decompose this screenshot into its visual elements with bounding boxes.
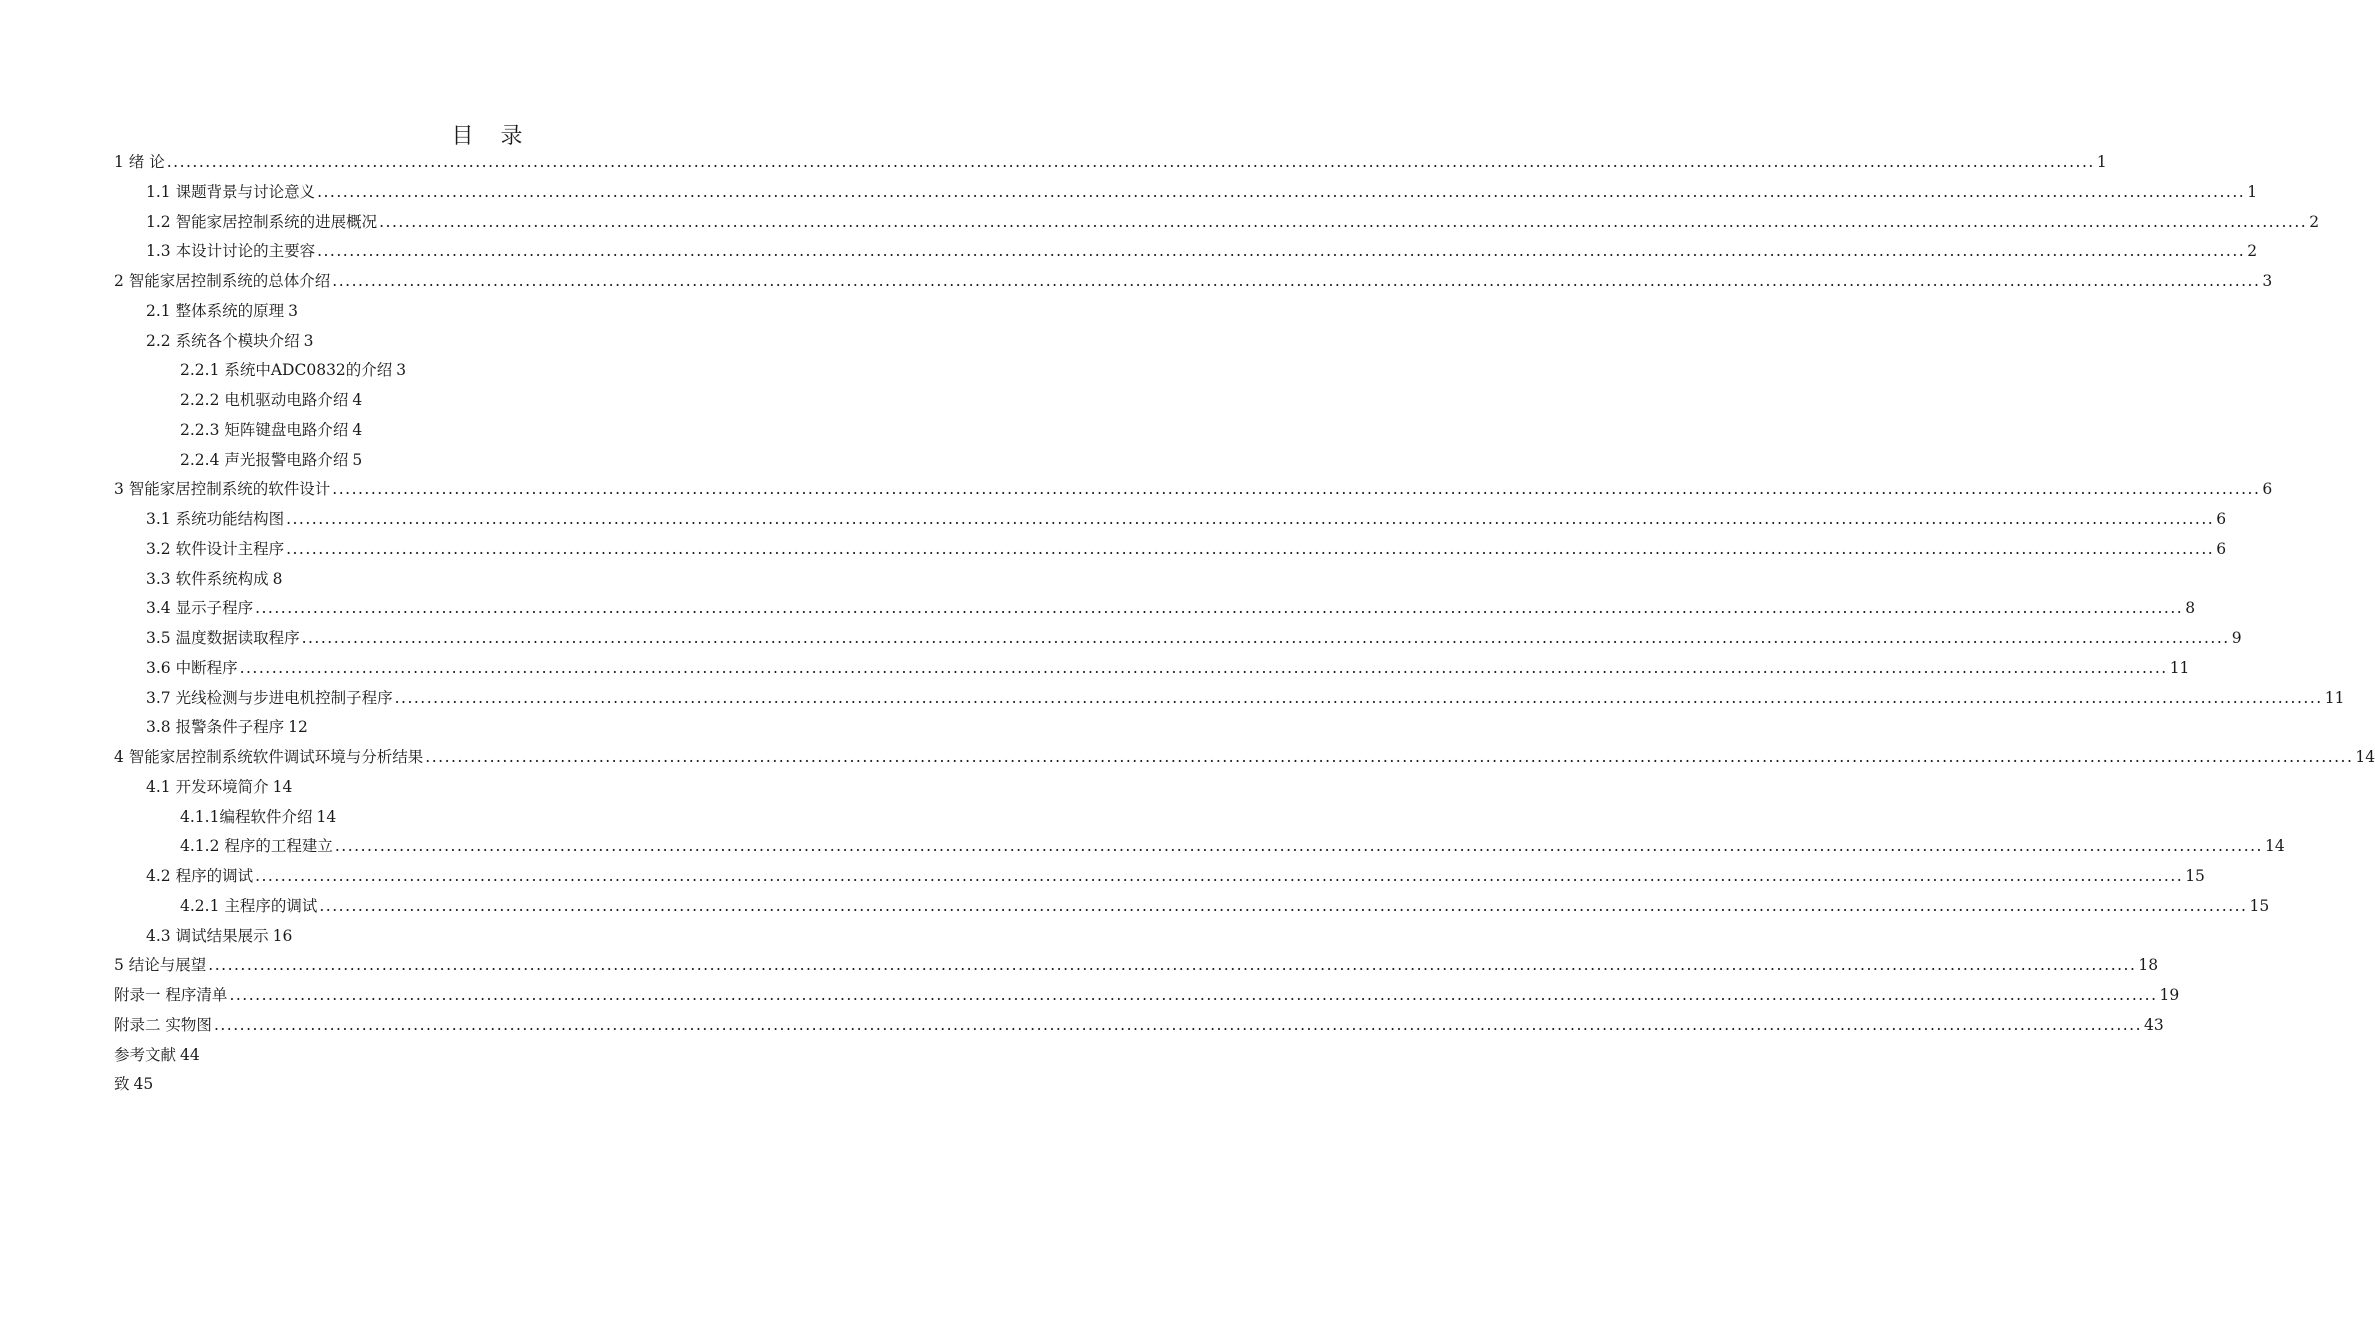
toc-entry-label: 2.2.3 矩阵键盘电路介绍: [180, 420, 349, 439]
toc-leader-dots: ............................................................................................................................................................................................................................................................................................................: [229, 986, 2158, 1004]
toc-entry-label: 3.8 报警条件子程序: [146, 718, 285, 737]
toc-entry-page: 14: [2264, 837, 2285, 856]
toc-entry[interactable]: [114, 743, 2375, 773]
toc-entry-page: 14: [2355, 748, 2375, 766]
toc-entry-label: 4 智能家居控制系统软件调试环境与分析结果: [114, 748, 424, 766]
toc-entry[interactable]: [114, 1070, 862, 1100]
toc-entry[interactable]: [114, 922, 862, 952]
toc-entry[interactable]: [114, 654, 2190, 684]
toc-entry-label: 1.1 课题背景与讨论意义: [146, 182, 316, 201]
toc-entry-page: 18: [2138, 956, 2159, 975]
toc-entry-label: 2.2.2 电机驱动电路介绍: [180, 391, 349, 409]
toc-entry[interactable]: [114, 624, 2242, 654]
toc-entry-page: 5: [352, 450, 363, 469]
toc-entry-label: 5 结论与展望: [114, 956, 207, 975]
toc-entry-label: 3.1 系统功能结构图: [146, 510, 285, 528]
toc-leader-dots: ............................................................................................................................................................................................................................................................................................................: [286, 539, 2215, 558]
toc-entry-label: 3.3 软件系统构成: [146, 569, 269, 588]
toc-entry[interactable]: [114, 416, 862, 446]
toc-entry-page: 15: [2249, 896, 2270, 915]
toc-entry-label: 3.4 显示子程序: [146, 599, 254, 618]
toc-entry-label: 4.1 开发环境简介: [146, 777, 269, 796]
toc-leader-dots: ............................................................................................................................................................................................................................................................................................................: [425, 748, 2354, 766]
toc-entry-page: 2: [2247, 242, 2258, 261]
toc-entry-label: 4.2 程序的调试: [146, 867, 254, 885]
toc-entry-label: 附录二 实物图: [114, 1015, 212, 1034]
toc-entry-page: 9: [2231, 629, 2242, 647]
toc-entry-label: 3.7 光线检测与步进电机控制子程序: [146, 688, 393, 707]
toc-leader-dots: ............................................................................................................................................................................................................................................................................................................: [319, 896, 2248, 915]
toc-entry-page: 11: [2324, 688, 2345, 707]
toc-entry-page: 19: [2159, 986, 2180, 1004]
toc-entry[interactable]: [114, 327, 862, 357]
toc-entry-page: 12: [288, 718, 308, 737]
toc-entry-page: 43: [2144, 1015, 2164, 1034]
toc-entry-label: 4.1.2 程序的工程建立: [180, 837, 333, 856]
toc-leader-dots: ............................................................................................................................................................................................................................................................................................................: [317, 182, 2246, 201]
toc-entry[interactable]: [114, 505, 2227, 535]
toc-leader-dots: ............................................................................................................................................................................................................................................................................................................: [208, 956, 2137, 975]
toc-entry[interactable]: [114, 713, 862, 743]
toc-entry-page: 1: [2096, 153, 2107, 171]
toc-leader-dots: ............................................................................................................................................................................................................................................................................................................: [255, 867, 2184, 885]
toc-entry-page: 14: [316, 807, 337, 826]
toc-leader-dots: ............................................................................................................................................................................................................................................................................................................: [332, 480, 2261, 499]
toc-title: 目 录: [451, 124, 533, 149]
toc-entry-label: 参考文献: [114, 1045, 177, 1064]
toc-entry[interactable]: [114, 475, 2273, 505]
toc-entry[interactable]: [114, 862, 2205, 892]
toc-leader-dots: ............................................................................................................................................................................................................................................................................................................: [255, 599, 2184, 618]
toc-entry-page: 6: [2216, 510, 2227, 528]
toc-entry[interactable]: [114, 773, 862, 803]
toc-entry-page: 3: [303, 331, 314, 350]
toc-entry-page: 2: [2309, 212, 2320, 231]
toc-entry[interactable]: [114, 892, 2270, 922]
toc-entry[interactable]: [114, 267, 2273, 297]
toc-leader-dots: ............................................................................................................................................................................................................................................................................................................: [317, 242, 2246, 261]
toc-entry[interactable]: [114, 356, 862, 386]
toc-leader-dots: ............................................................................................................................................................................................................................................................................................................: [286, 510, 2215, 528]
toc-entry[interactable]: [114, 446, 862, 476]
toc-entry-page: 6: [2262, 480, 2273, 499]
toc-entry-page: 3: [2262, 272, 2273, 290]
toc-leader-dots: ............................................................................................................................................................................................................................................................................................................: [334, 837, 2263, 856]
toc-entry-label: 3.6 中断程序: [146, 658, 238, 677]
toc-entry-label: 2.2 系统各个模块介绍: [146, 331, 300, 350]
toc-entry[interactable]: [114, 1041, 862, 1071]
toc-entry-label: 致: [114, 1075, 130, 1094]
toc-entry[interactable]: [114, 535, 2227, 565]
toc-entry-label: 2.2.1 系统中ADC0832的介绍: [180, 361, 393, 380]
toc-entry-page: 15: [2185, 867, 2205, 885]
toc-leader-dots: ............................................................................................................................................................................................................................................................................................................: [213, 1015, 2143, 1034]
toc-entry-label: 3.5 温度数据读取程序: [146, 629, 300, 647]
toc-entry-label: 2.1 整体系统的原理: [146, 301, 285, 320]
toc-entry[interactable]: [114, 803, 862, 833]
toc-leader-dots: ............................................................................................................................................................................................................................................................................................................: [166, 153, 2095, 171]
toc-entry[interactable]: [114, 1011, 2164, 1041]
toc-entry-page: 45: [133, 1075, 154, 1094]
toc-entry[interactable]: [114, 832, 2285, 862]
toc-entry-page: 4: [352, 391, 363, 409]
toc-entry[interactable]: [114, 951, 2159, 981]
toc-entry[interactable]: [114, 148, 2107, 178]
toc-entry-page: 6: [2216, 539, 2227, 558]
toc-entry[interactable]: [114, 237, 2258, 267]
toc-entry[interactable]: [114, 684, 2345, 714]
toc-entry-page: 3: [396, 361, 407, 380]
toc-leader-dots: ............................................................................................................................................................................................................................................................................................................: [301, 629, 2230, 647]
toc-entry[interactable]: [114, 178, 2258, 208]
toc-entry[interactable]: [114, 981, 2180, 1011]
toc-leader-dots: ............................................................................................................................................................................................................................................................................................................: [379, 212, 2308, 231]
toc-entry[interactable]: [114, 386, 862, 416]
table-of-contents: [114, 148, 2375, 1100]
toc-entry-label: 4.2.1 主程序的调试: [180, 896, 318, 915]
toc-entry-label: 3 智能家居控制系统的软件设计: [114, 480, 331, 499]
toc-entry-page: 11: [2169, 658, 2190, 677]
toc-entry[interactable]: [114, 208, 2320, 238]
toc-entry-page: 14: [272, 777, 293, 796]
toc-entry-label: 3.2 软件设计主程序: [146, 539, 285, 558]
toc-entry[interactable]: [114, 565, 862, 595]
toc-entry[interactable]: [114, 594, 2196, 624]
toc-entry-page: 8: [2185, 599, 2196, 618]
toc-entry-label: 2 智能家居控制系统的总体介绍: [114, 272, 331, 290]
toc-entry-page: 8: [272, 569, 283, 588]
toc-entry-page: 44: [180, 1045, 200, 1064]
toc-entry-label: 1 绪 论: [114, 153, 165, 171]
toc-entry-label: 附录一 程序清单: [114, 986, 228, 1004]
toc-entry-page: 3: [288, 301, 298, 320]
toc-entry-label: 4.1.1编程软件介绍: [180, 807, 313, 826]
toc-entry-label: 1.3 本设计讨论的主要容: [146, 242, 316, 261]
toc-leader-dots: ............................................................................................................................................................................................................................................................................................................: [394, 688, 2323, 707]
toc-entry-label: 1.2 智能家居控制系统的进展概况: [146, 212, 378, 231]
toc-leader-dots: ............................................................................................................................................................................................................................................................................................................: [332, 272, 2261, 290]
toc-entry-label: 2.2.4 声光报警电路介绍: [180, 450, 349, 469]
toc-entry[interactable]: [114, 297, 862, 327]
toc-entry-page: 4: [352, 420, 363, 439]
toc-entry-page: 1: [2247, 182, 2258, 201]
toc-entry-label: 4.3 调试结果展示: [146, 926, 269, 945]
toc-leader-dots: ............................................................................................................................................................................................................................................................................................................: [239, 658, 2168, 677]
toc-entry-page: 16: [272, 926, 293, 945]
